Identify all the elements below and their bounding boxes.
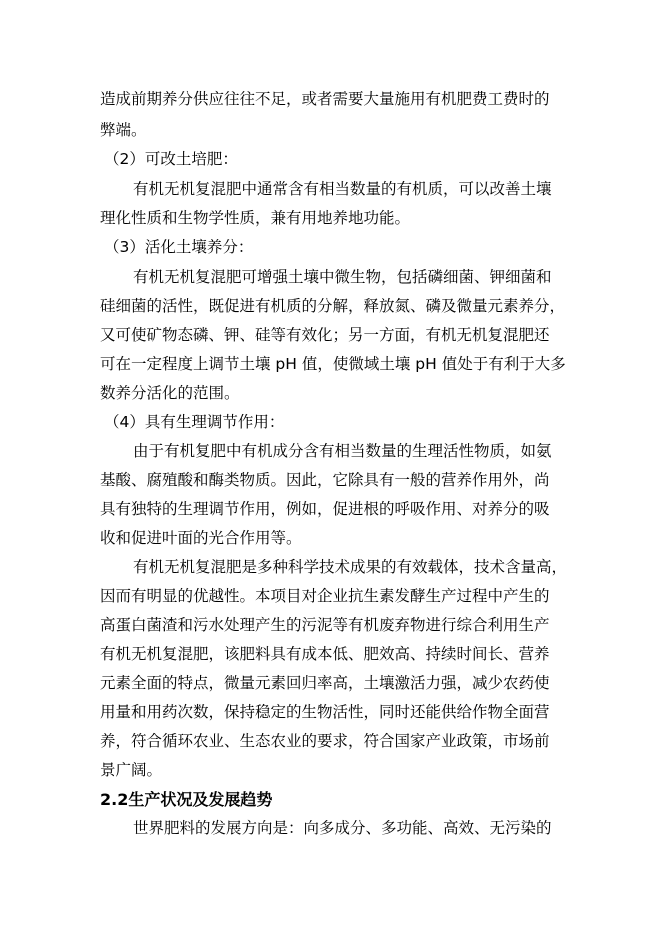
- paragraph-line: 用量和用药次数，保持稳定的生物活性，同时还能供给作物全面营: [100, 703, 550, 721]
- paragraph-line: 高蛋白菌渣和污水处理产生的污泥等有机废弃物进行综合利用生产: [100, 616, 550, 634]
- paragraph-line: 数养分活化的范围。: [100, 384, 240, 402]
- paragraph-line: 有机无机复混肥可增强土壤中微生物，包括磷细菌、钾细菌和: [133, 268, 552, 286]
- subsection-label: （3）活化土壤养分：: [104, 238, 254, 256]
- paragraph-line: 因而有明显的优越性。本项目对企业抗生素发酵生产过程中产生的: [100, 587, 550, 605]
- paragraph-line: 弊端。: [100, 121, 147, 139]
- paragraph-line: 可在一定程度上调节土壤 pH 值，使微域土壤 pH 值处于有利于大多: [100, 355, 566, 373]
- paragraph-line: 又可使矿物态磷、钾、硅等有效化；另一方面，有机无机复混肥还: [100, 326, 550, 344]
- paragraph-line: 养，符合循环农业、生态农业的要求，符合国家产业政策，市场前: [100, 732, 550, 750]
- paragraph-line: 有机无机复混肥是多种科学技术成果的有效载体，技术含量高，: [133, 558, 568, 576]
- paragraph-line: 造成前期养分供应往往不足，或者需要大量施用有机肥费工费时的: [100, 90, 550, 108]
- section-heading: 2.2生产状况及发展趋势: [100, 790, 273, 809]
- paragraph-line: 景广阔。: [100, 761, 163, 779]
- paragraph-line: 具有独特的生理调节作用，例如，促进根的呼吸作用、对养分的吸: [100, 500, 550, 518]
- paragraph-line: 理化性质和生物学性质，兼有用地养地功能。: [100, 209, 411, 227]
- paragraph-line: 由于有机复肥中有机成分含有相当数量的生理活性物质，如氨: [133, 442, 552, 460]
- paragraph-line: 世界肥料的发展方向是：向多成分、多功能、高效、无污染的: [133, 819, 552, 837]
- subsection-label: （2）可改土培肥：: [104, 150, 238, 168]
- subsection-label: （4）具有生理调节作用：: [104, 413, 285, 431]
- paragraph-line: 基酸、腐殖酸和酶类物质。因此，它除具有一般的营养作用外，尚: [100, 471, 550, 489]
- paragraph-line: 元素全面的特点，微量元素回归率高，土壤激活力强，减少农药使: [100, 674, 550, 692]
- paragraph-line: 有机无机复混肥，该肥料具有成本低、肥效高、持续时间长、营养: [100, 645, 550, 663]
- paragraph-line: 硅细菌的活性，既促进有机质的分解，释放氮、磷及微量元素养分，: [100, 297, 566, 315]
- paragraph-line: 收和促进叶面的光合作用等。: [100, 529, 302, 547]
- paragraph-line: 有机无机复混肥中通常含有相当数量的有机质，可以改善土壤: [133, 180, 552, 198]
